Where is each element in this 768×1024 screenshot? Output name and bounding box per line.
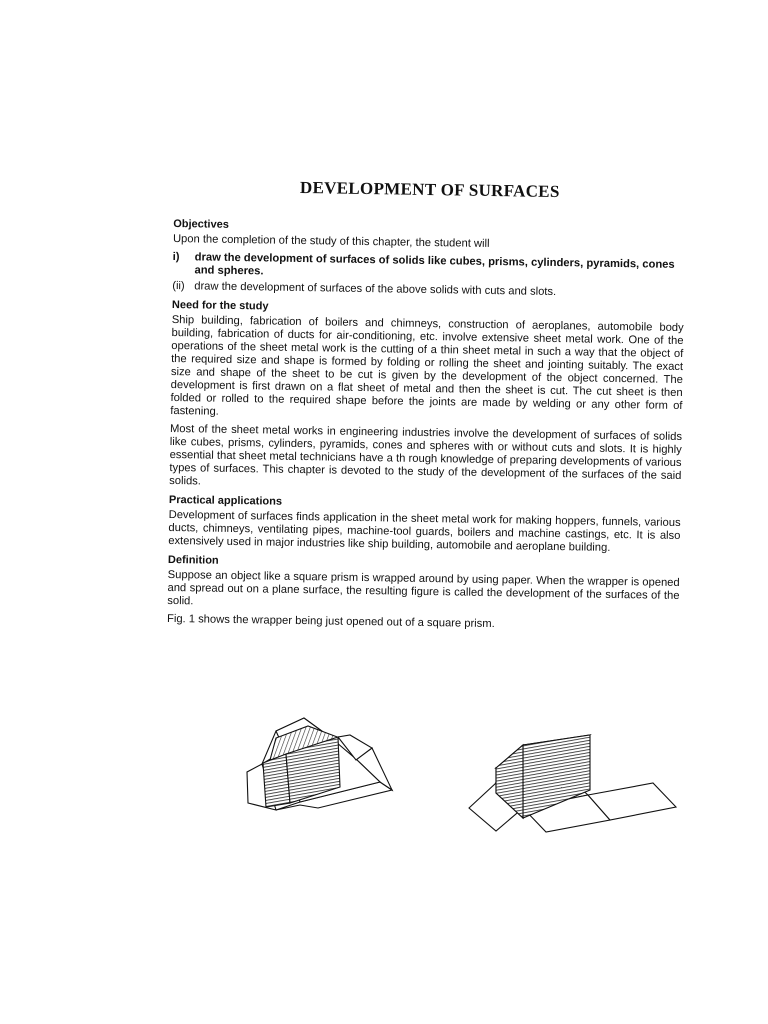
need-paragraph-1: Ship building, fabrication of boilers and chimneys, construction of aeroplanes, automobile body building, fabrication of ducts for air-conditioning, etc. involve extensive sheet metal work. One of the operations of the sheet metal work is the cutting of a thin sheet metal in such a way that the object of the required size and shape is formed by folding or rolling the sheet and jointing suitably. The exact size and shape of the sheet to be cut is given by the development of the object concerned. The development is first drawn on a flat sheet of metal and then the sheet is cut. The cut sheet is then folded or rolled to the required shape before the joints are made by welding or any other form of fastening.	[170, 313, 684, 418]
need-paragraph-2: Most of the sheet metal works in engineering industries involve the development of surfaces of solids like cubes, prisms, cylinders, pyramids, cones and spheres with or without cuts and slots. It is highly essential that sheet metal technicians have a th rough knowledge of preparing developments of various types of surfaces. This chapter is devoted to the study of the development of the surfaces of the said solids.	[169, 422, 683, 488]
page-content	[167, 176, 686, 639]
applications-paragraph: Development of surfaces finds application in the sheet metal work for making hoppers, funnels, various ducts, chimneys, ventilating pipes, machine-tool guards, boilers and machine castings, etc. It is also extensively used in major industries like ship building, automobile and aeroplane building.	[168, 508, 681, 554]
objective-item-1	[172, 251, 684, 285]
applications-heading: Practical applications	[168, 493, 283, 508]
objectives-intro: Upon the completion of the study of this chapter, the student will	[172, 232, 490, 250]
figure-caption: Fig. 1 shows the wrapper being just opened out of a square prism.	[166, 612, 495, 631]
objective-item-2-number: (ii)	[172, 279, 185, 293]
prism-development-figure	[469, 735, 676, 832]
page-title: DEVELOPMENT OF SURFACES	[299, 177, 560, 202]
wrapper-opening-figure	[247, 718, 392, 810]
objective-item-2-text: draw the development of surfaces of the above solids with cuts and slots.	[194, 280, 557, 299]
definition-heading: Definition	[167, 553, 219, 567]
definition-paragraph: Suppose an object like a square prism is wrapped around by using paper. When the wrapper is opened and spread out on a plane surface, the resulting figure is called the development of the surfaces of the solid.	[167, 568, 680, 608]
objectives-heading: Objectives	[173, 217, 229, 231]
objective-item-1-number: i)	[172, 250, 180, 264]
need-heading: Need for the study	[171, 298, 269, 313]
objective-item-1-text: draw the development of surfaces of solids like cubes, prisms, cylinders, pyramids, cones and spheres.	[194, 251, 675, 278]
